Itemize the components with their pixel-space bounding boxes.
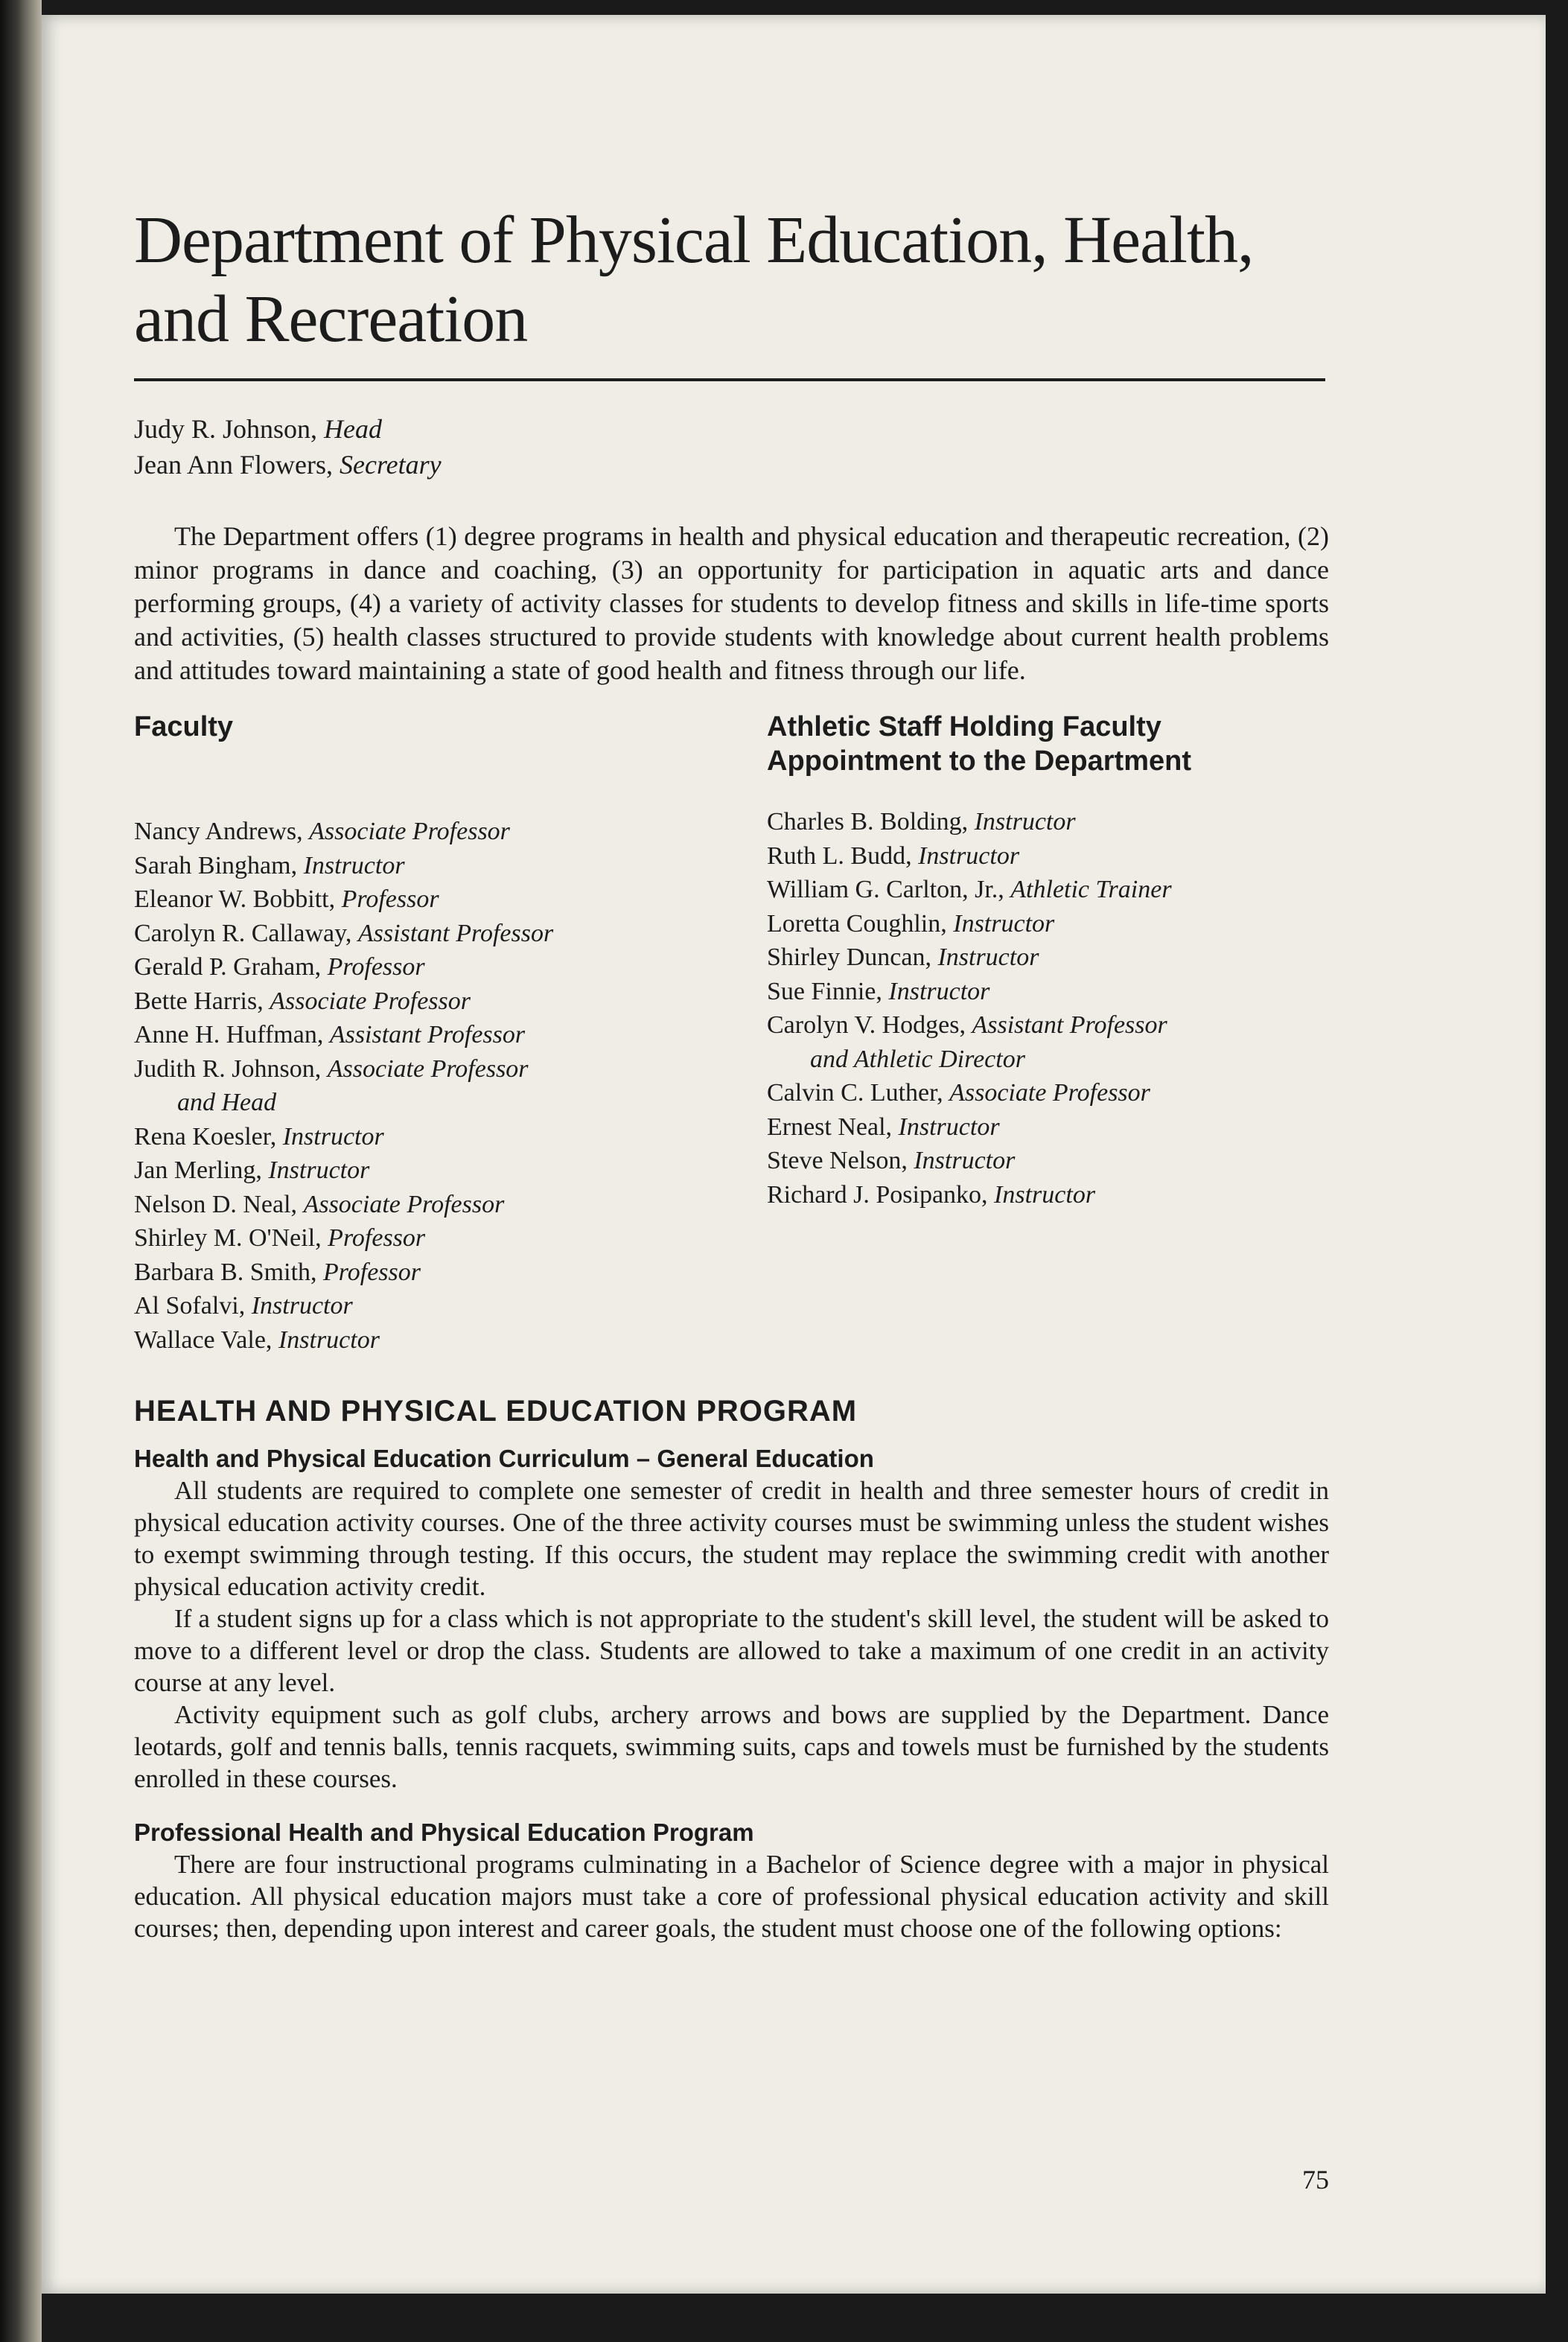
general-education-heading: Health and Physical Education Curriculum – General Education [134,1445,874,1472]
athletic-staff-list [767,805,1329,1212]
person-title: Instructor [918,841,1020,870]
person-name: Steve Nelson, [767,1147,914,1174]
person-title: Assistant Professor [357,919,554,947]
faculty-member [134,849,767,883]
person-title: Instructor [953,909,1055,938]
person-name: Jan Merling, [134,1156,269,1184]
athletic-heading-line1: Athletic Staff Holding Faculty [767,711,1161,742]
person-name: Wallace Vale, [134,1326,278,1354]
athletic-staff-column [767,710,1329,1357]
person-name: Ruth L. Budd, [767,841,919,870]
faculty-member [134,984,767,1019]
person-title: Associate Professor [303,1190,505,1218]
staff-role: Secretary [339,450,442,480]
page-content [134,201,1340,1944]
intro-paragraph: The Department offers (1) degree programs in health and physical education and therapeutic recreation, (2) minor programs in dance and coaching, (3) an opportunity for participation in aquatic arts and dance performing groups, (4) a variety of activity classes for students to develop fitness and skills in life-time sports and activities, (5) health classes structured to provide students with knowledge about current health problems and attitudes toward maintaining a state of good health and fitness through our life. [134,521,1329,685]
person-title: Professor [327,953,425,981]
faculty-member [134,1052,767,1120]
person-name: Loretta Coughlin, [767,909,954,938]
person-title: Instructor [937,944,1039,971]
person-name: Sarah Bingham, [134,851,304,879]
person-name: Charles B. Bolding, [767,808,975,836]
faculty-member [134,917,767,951]
person-name: Ernest Neal, [767,1113,899,1141]
athletic-heading-line2: Appointment to the Department [767,745,1191,777]
person-name: Eleanor W. Bobbitt, [134,885,342,913]
person-title: Instructor [898,1113,1000,1141]
faculty-column [134,710,767,1357]
person-name: Calvin C. Luther, [767,1079,950,1107]
person-title: Instructor [914,1147,1016,1174]
athletic-staff-member [767,975,1329,1009]
person-title: Instructor [268,1156,370,1184]
faculty-member [134,1256,767,1290]
athletic-staff-member [767,941,1329,975]
person-name: Barbara B. Smith, [134,1258,324,1286]
person-name: Al Sofalvi, [134,1292,252,1320]
person-title: Instructor [278,1326,380,1354]
person-title: Professor [323,1258,421,1286]
department-staff [134,411,1340,483]
person-title: Instructor [303,851,405,879]
person-name: Rena Koesler, [134,1122,283,1151]
athletic-staff-member [767,1110,1329,1145]
person-name: Gerald P. Graham, [134,953,328,981]
person-title: Instructor [251,1292,353,1320]
person-title: Associate Professor [327,1054,529,1083]
staff-line [134,411,1340,447]
athletic-staff-heading [767,710,1329,778]
faculty-member [134,1018,767,1052]
faculty-member [134,1289,767,1323]
person-title: Professor [341,885,439,913]
faculty-heading: Faculty [134,711,234,742]
page-title: Department of Physical Education, Health, and Recreation [134,203,1254,356]
athletic-staff-member [767,1178,1329,1212]
athletic-staff-member [767,805,1329,839]
faculty-member [134,950,767,984]
person-name: Judith R. Johnson, [134,1054,328,1083]
faculty-member [134,1221,767,1256]
staff-line [134,447,1340,483]
person-name: Bette Harris, [134,987,270,1015]
person-title: Associate Professor [309,818,510,845]
athletic-staff-member [767,1008,1329,1076]
faculty-member [134,815,767,849]
staff-name: Judy R. Johnson, [134,414,325,444]
person-name: William G. Carlton, Jr., [767,876,1011,903]
person-title: Athletic Trainer [1010,876,1172,903]
person-title: Instructor [994,1180,1096,1209]
athletic-staff-member [767,907,1329,941]
faculty-list [134,815,767,1357]
person-name: Shirley M. O'Neil, [134,1224,328,1252]
person-name: Carolyn V. Hodges, [767,1011,972,1039]
person-title: Professor [328,1224,426,1252]
athletic-staff-member [767,1076,1329,1110]
faculty-member [134,1323,767,1358]
person-title: Assistant Professor [972,1011,1167,1039]
faculty-member [134,1154,767,1188]
person-title: Associate Professor [270,987,471,1015]
person-title: Instructor [974,808,1076,836]
person-name: Nelson D. Neal, [134,1190,304,1218]
athletic-staff-member [767,839,1329,874]
general-paragraph-1: All students are required to complete one semester of credit in health and three semester hours of credit in physical education activity courses. One of the three activity courses must be swimming unless the student wishes to exempt swimming through testing. If this occurs, the student may replace the swimming credit with another physical education activity credit. [134,1476,1329,1601]
person-title: Assistant Professor [329,1021,526,1049]
person-name: Anne H. Huffman, [134,1021,330,1049]
title-divider [134,378,1325,381]
general-paragraph-2: If a student signs up for a class which is not appropriate to the student's skill level, the student will be asked to move to a different level or drop the class. Students are allowed to take a maximum of one credit in an activity course at any level. [134,1604,1329,1697]
person-title-continued: and Head [177,1089,277,1116]
faculty-member [134,1188,767,1222]
person-title-continued: and Athletic Director [810,1045,1025,1073]
faculty-member [134,1120,767,1154]
person-name: Shirley Duncan, [767,944,938,971]
athletic-staff-member [767,873,1329,907]
person-title: Instructor [282,1122,384,1151]
faculty-member [134,882,767,917]
person-name: Nancy Andrews, [134,818,310,845]
professional-program-heading: Professional Health and Physical Education Program [134,1818,754,1846]
staff-role: Head [324,414,383,444]
general-paragraph-3: Activity equipment such as golf clubs, archery arrows and bows are supplied by the Department. Dance leotards, golf and tennis balls, tennis racquets, swimming suits, caps and towels must be furnished by the students enrolled in these courses. [134,1700,1329,1793]
faculty-columns [134,710,1329,1357]
person-title: Associate Professor [949,1079,1150,1107]
person-name: Richard J. Posipanko, [767,1180,995,1209]
person-name: Carolyn R. Callaway, [134,919,358,947]
document-page [42,15,1546,2294]
book-spine [0,0,42,2342]
athletic-staff-member [767,1144,1329,1178]
professional-paragraph: There are four instructional programs culminating in a Bachelor of Science degree with a major in physical education. All physical education majors must take a core of professional physical education activity and skill courses; then, depending upon interest and career goals, the student must choose one of the following options: [134,1850,1329,1943]
person-name: Sue Finnie, [767,977,889,1005]
person-title: Instructor [888,977,990,1005]
page-number: 75 [1302,2165,1329,2195]
staff-name: Jean Ann Flowers, [134,450,340,480]
program-heading: HEALTH AND PHYSICAL EDUCATION PROGRAM [134,1395,858,1428]
